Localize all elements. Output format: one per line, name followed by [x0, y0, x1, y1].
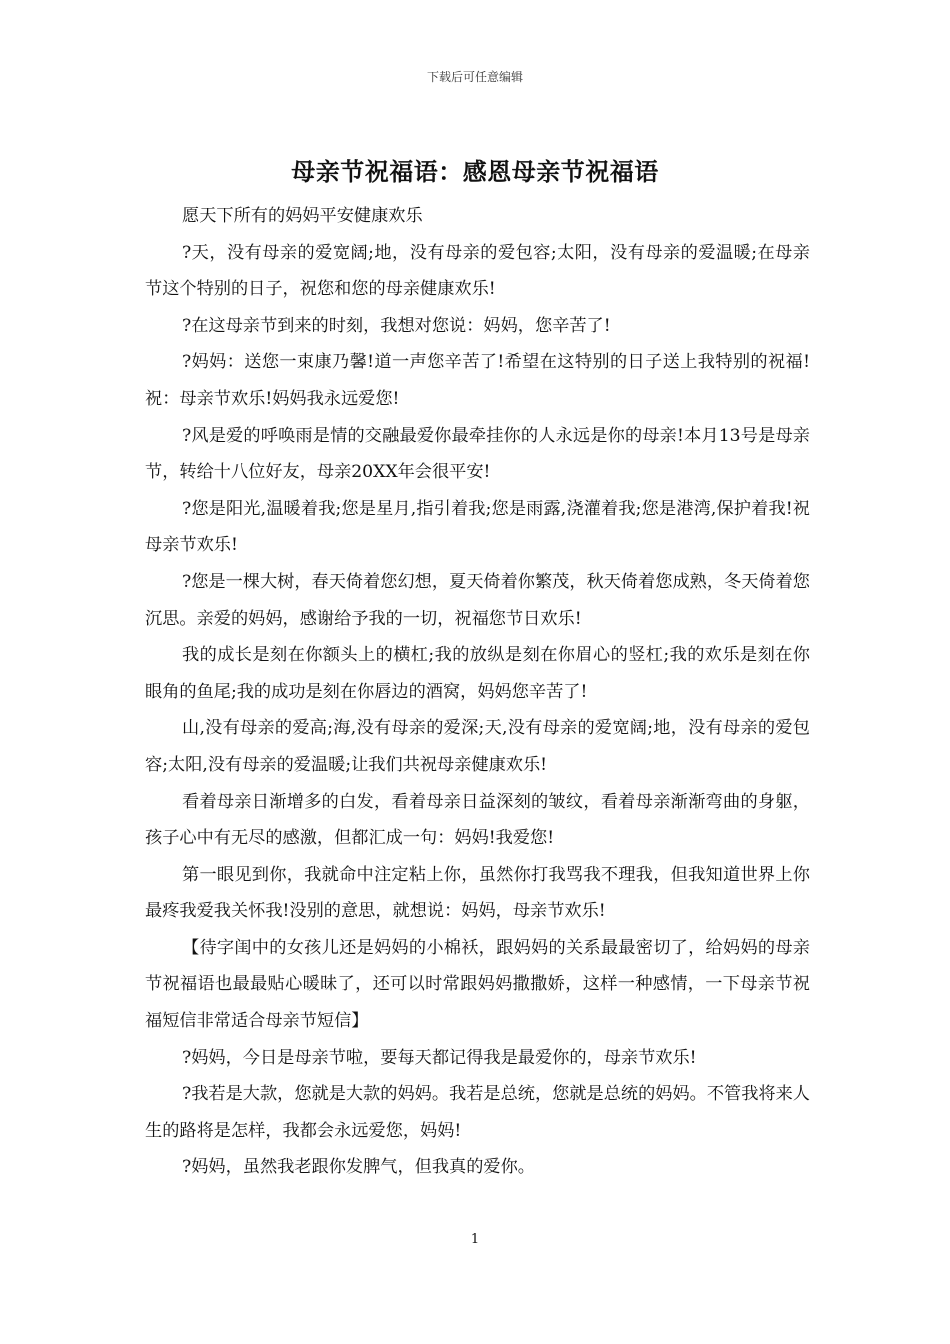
header-note: 下载后可任意编辑 [426, 70, 523, 84]
paragraph: 山,没有母亲的爱高;海,没有母亲的爱深;天,没有母亲的爱宽阔;地，没有母亲的爱包容;太阳,没有母亲的爱温暖;让我们共祝母亲健康欢乐! [145, 718, 810, 775]
paragraph: ?妈妈，今日是母亲节啦，要每天都记得我是最爱你的，母亲节欢乐! [182, 1047, 697, 1068]
document-body [145, 198, 810, 1186]
paragraph: ?天，没有母亲的爱宽阔;地，没有母亲的爱包容;太阳，没有母亲的爱温暖;在母亲节这个特别的日子，祝您和您的母亲健康欢乐! [145, 242, 810, 300]
paragraph: 第一眼见到你，我就命中注定粘上你，虽然你打我骂我不理我，但我知道世界上你最疼我爱我关怀我!没别的意思，就想说：妈妈，母亲节欢乐! [145, 864, 810, 922]
paragraph: 看着母亲日渐增多的白发，看着母亲日益深刻的皱纹，看着母亲渐渐弯曲的身躯，孩子心中有无尽的感激，但都汇成一句：妈妈!我爱您! [145, 791, 810, 849]
document-title: 母亲节祝福语：感恩母亲节祝福语 [291, 157, 659, 186]
paragraph: 我的成长是刻在你额头上的横杠;我的放纵是刻在你眉心的竖杠;我的欢乐是刻在你眼角的鱼尾;我的成功是刻在你唇边的酒窝，妈妈您辛苦了! [145, 645, 810, 702]
paragraph: ?您是一棵大树，春天倚着您幻想，夏天倚着你繁茂，秋天倚着您成熟，冬天倚着您沉思。亲爱的妈妈，感谢给予我的一切，祝福您节日欢乐! [145, 571, 810, 629]
paragraph: ?我若是大款，您就是大款的妈妈。我若是总统，您就是总统的妈妈。不管我将来人生的路将是怎样，我都会永远爱您，妈妈! [145, 1084, 810, 1141]
paragraph: 【待字闺中的女孩儿还是妈妈的小棉袄，跟妈妈的关系最最密切了，给妈妈的母亲节祝福语也最最贴心暖昧了，还可以时常跟妈妈撒撒娇，这样一种感情，一下母亲节祝福短信非常适合母亲节短信】 [145, 937, 810, 1032]
paragraph: ?您是阳光,温暖着我;您是星月,指引着我;您是雨露,浇灌着我;您是港湾,保护着我!祝母亲节欢乐! [145, 498, 810, 556]
paragraph: ?妈妈，虽然我老跟你发脾气，但我真的爱你。 [182, 1157, 535, 1178]
paragraph: ?风是爱的呼唤雨是情的交融最爱你最牵挂你的人永远是你的母亲!本月13号是母亲节，转给十八位好友，母亲20XX年会很平安! [145, 425, 810, 483]
paragraph: ?在这母亲节到来的时刻，我想对您说：妈妈，您辛苦了! [182, 315, 611, 336]
paragraph: ?妈妈：送您一束康乃馨!道一声您辛苦了!希望在这特别的日子送上我特别的祝福!祝：母亲节欢乐!妈妈我永远爱您! [145, 352, 810, 409]
paragraph: 愿天下所有的妈妈平安健康欢乐 [182, 206, 423, 226]
page-number: 1 [470, 1232, 480, 1247]
